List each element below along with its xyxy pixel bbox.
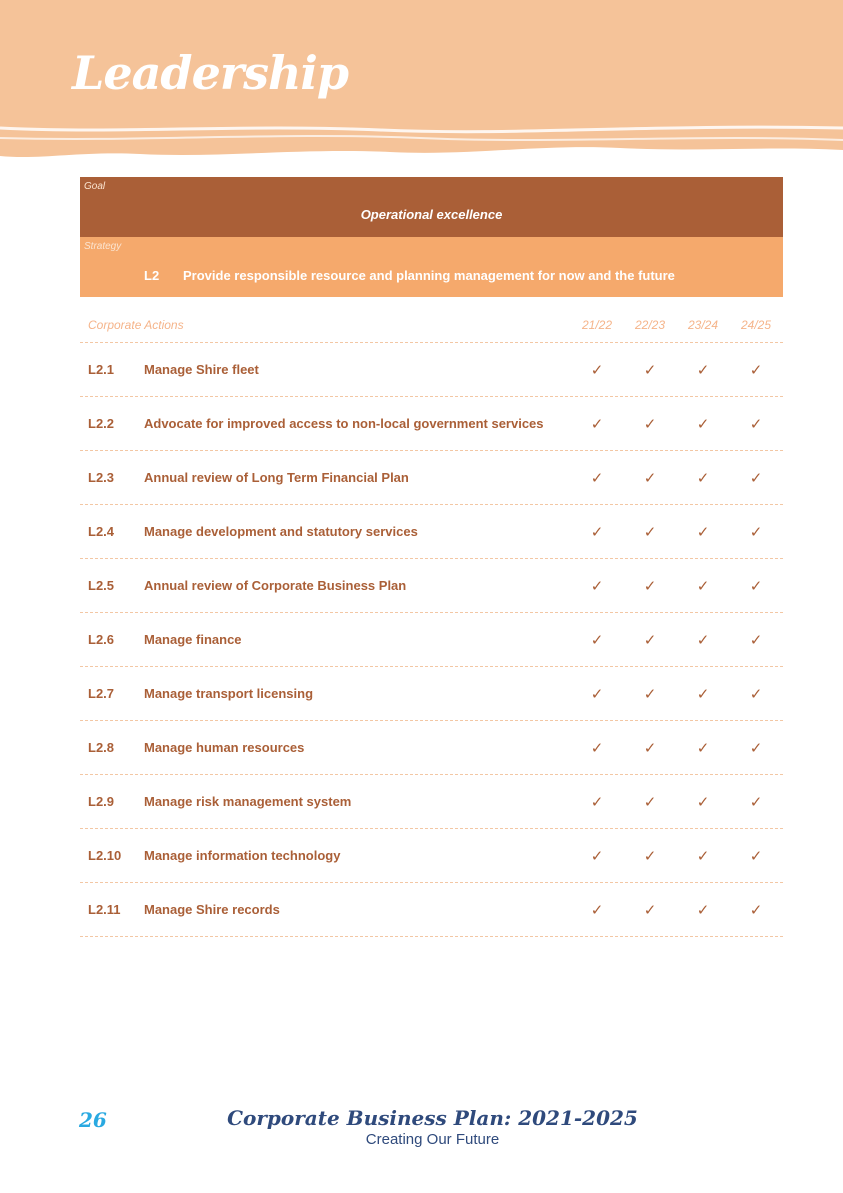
check-icon: ✓: [643, 630, 657, 649]
table-row: [80, 343, 783, 397]
table-row: [80, 775, 783, 829]
check-icon: ✓: [696, 630, 710, 649]
table-row: [80, 613, 783, 667]
action-description: Annual review of Long Term Financial Plan: [144, 469, 409, 485]
check-icon: ✓: [696, 360, 710, 379]
goal-text: Operational excellence: [360, 207, 503, 222]
page-number: 26: [79, 1108, 107, 1132]
check-icon: ✓: [590, 468, 604, 487]
action-description: Manage finance: [144, 631, 242, 647]
action-description: Manage transport licensing: [144, 685, 314, 701]
check-icon: ✓: [643, 468, 657, 487]
table-row: [80, 559, 783, 613]
check-icon: ✓: [696, 522, 710, 541]
action-code: L2.3: [88, 470, 115, 485]
check-icon: ✓: [590, 846, 604, 865]
check-icon: ✓: [696, 414, 710, 433]
footer-subtitle: Creating Our Future: [365, 1131, 500, 1148]
action-code: L2.8: [88, 740, 115, 755]
check-icon: ✓: [749, 522, 763, 541]
action-description: Advocate for improved access to non-local government services: [144, 415, 544, 431]
action-code: L2.9: [88, 794, 115, 809]
strategy-text: Provide responsible resource and planning management for now and the future: [183, 268, 675, 283]
action-code: L2.2: [88, 416, 115, 431]
action-code: L2.5: [88, 578, 115, 593]
table-row: [80, 721, 783, 775]
check-icon: ✓: [643, 846, 657, 865]
check-icon: ✓: [590, 576, 604, 595]
check-icon: ✓: [749, 684, 763, 703]
check-icon: ✓: [643, 738, 657, 757]
action-description: Manage Shire fleet: [144, 361, 259, 377]
table-row: [80, 667, 783, 721]
column-year-2: 22/23: [634, 318, 666, 332]
column-year-3: 23/24: [687, 318, 719, 332]
check-icon: ✓: [696, 846, 710, 865]
check-icon: ✓: [749, 792, 763, 811]
strategy-code: L2: [144, 268, 160, 283]
check-icon: ✓: [749, 414, 763, 433]
table-row: [80, 397, 783, 451]
table-row: [80, 883, 783, 937]
column-year-4: 24/25: [740, 318, 772, 332]
check-icon: ✓: [590, 792, 604, 811]
table-body: [80, 343, 783, 937]
corporate-actions-table: [80, 312, 783, 937]
action-description: Manage development and statutory services: [144, 523, 418, 539]
check-icon: ✓: [643, 360, 657, 379]
check-icon: ✓: [749, 630, 763, 649]
check-icon: ✓: [749, 360, 763, 379]
check-icon: ✓: [696, 468, 710, 487]
check-icon: ✓: [590, 414, 604, 433]
check-icon: ✓: [590, 900, 604, 919]
check-icon: ✓: [696, 576, 710, 595]
action-description: Manage human resources: [144, 739, 305, 755]
strategy-band: [80, 237, 783, 297]
column-year-1: 21/22: [581, 318, 613, 332]
check-icon: ✓: [643, 414, 657, 433]
check-icon: ✓: [696, 684, 710, 703]
goal-band: [80, 177, 783, 237]
action-description: Manage Shire records: [144, 901, 280, 917]
check-icon: ✓: [696, 792, 710, 811]
check-icon: ✓: [643, 522, 657, 541]
action-description: Annual review of Corporate Business Plan: [144, 577, 407, 593]
check-icon: ✓: [749, 468, 763, 487]
check-icon: ✓: [696, 900, 710, 919]
check-icon: ✓: [749, 576, 763, 595]
action-code: L2.4: [88, 524, 115, 539]
goal-label: Goal: [84, 181, 106, 192]
check-icon: ✓: [590, 684, 604, 703]
table-row: [80, 451, 783, 505]
table-row: [80, 829, 783, 883]
check-icon: ✓: [643, 684, 657, 703]
action-code: L2.7: [88, 686, 115, 701]
check-icon: ✓: [749, 900, 763, 919]
page-title: Leadership: [72, 46, 349, 100]
action-description: Manage risk management system: [144, 793, 352, 809]
check-icon: ✓: [696, 738, 710, 757]
table-row: [80, 505, 783, 559]
table-header: [80, 312, 783, 343]
check-icon: ✓: [643, 792, 657, 811]
check-icon: ✓: [590, 360, 604, 379]
strategy-label: Strategy: [84, 241, 122, 252]
check-icon: ✓: [590, 522, 604, 541]
action-code: L2.11: [88, 902, 121, 917]
check-icon: ✓: [749, 846, 763, 865]
footer-title: Corporate Business Plan: 2021-2025: [227, 1106, 638, 1130]
column-label-actions: Corporate Actions: [88, 318, 184, 332]
header-banner: [0, 0, 843, 165]
action-description: Manage information technology: [144, 847, 341, 863]
check-icon: ✓: [590, 738, 604, 757]
action-code: L2.6: [88, 632, 115, 647]
check-icon: ✓: [643, 576, 657, 595]
check-icon: ✓: [643, 900, 657, 919]
action-code: L2.10: [88, 848, 122, 863]
action-code: L2.1: [88, 362, 115, 377]
check-icon: ✓: [590, 630, 604, 649]
check-icon: ✓: [749, 738, 763, 757]
